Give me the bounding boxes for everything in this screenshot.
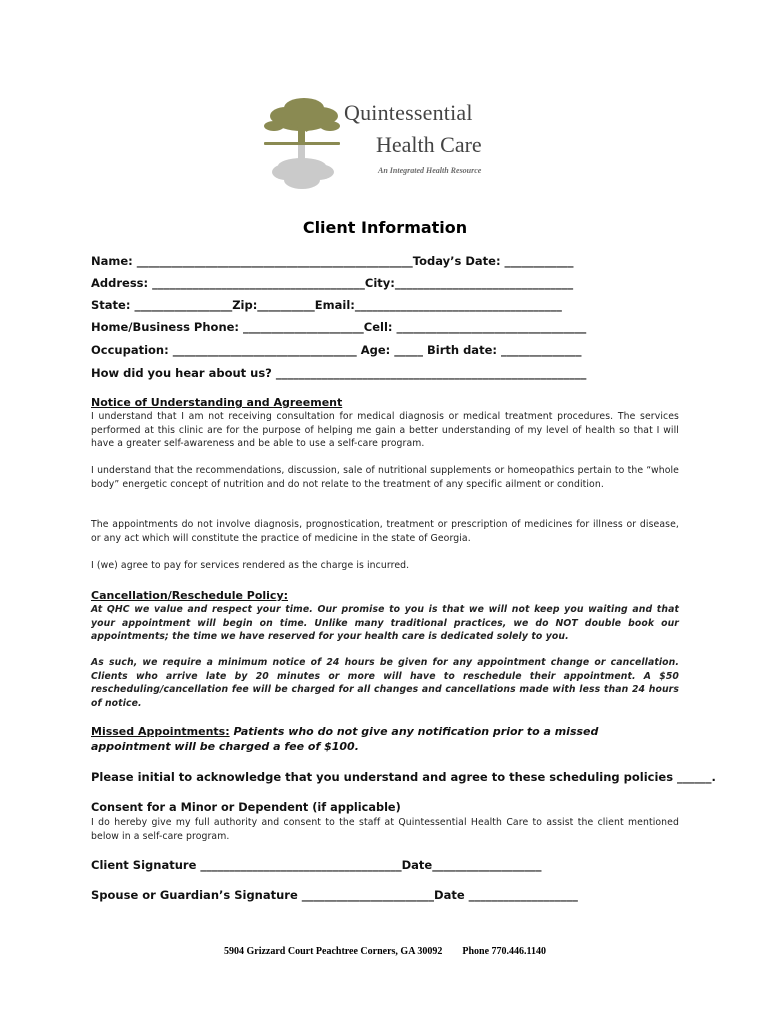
notice-paragraph-3: The appointments do not involve diagnosis, prognostication, treatment or prescription of medicines for illness or disease, or any act which will constitute the practice of medicine in the state of Georgia. [91,519,679,544]
consent-text: I do hereby give my full authority and consent to the staff at Quintessential Health Care to assist the client mentioned below in a self-care program. [91,817,679,842]
missed-appointments-label: Missed Appointments: [91,725,230,738]
footer [0,946,770,957]
missed-appointments-notice [91,724,681,754]
logo-line-1: Quintessential [344,100,473,125]
logo-tagline: An Integrated Health Resource [378,166,482,175]
missed-appointments-text: Patients who do not give any notification prior to a missed appointment will be charged a fee of $100. [91,725,599,753]
footer-address: 5904 Grizzard Court Peachtree Corners, GA 30092 [224,946,443,957]
notice-paragraph-4: I (we) agree to pay for services rendered as the charge is incurred. [91,560,410,571]
policy-initial-field[interactable]: Please initial to acknowledge that you understand and agree to these scheduling policies ______. [91,770,716,784]
address-city-field[interactable]: Address: _____________________________________City:_______________________________ [91,276,574,290]
name-date-field[interactable]: Name: ________________________________________________Today’s Date: ____________ [91,254,574,268]
cancellation-paragraph-1: At QHC we value and respect your time. Our promise to you is that we will not keep you waiting and that your appointment will begin on time. Unlike many traditional practices, we do NOT double book our appointments; the time we have reserved for your health care is dedicated solely to you. [91,604,679,642]
client-signature-field[interactable]: Client Signature ___________________________________Date___________________ [91,858,542,872]
logo-line-2: Health Care [376,132,482,157]
cancellation-paragraph-2: As such, we require a minimum notice of 24 hours be given for any appointment change or cancellation. Clients who arrive late by 20 minutes or more will have to reschedule their appointment. A $50 rescheduling/cancellation fee will be charged for all changes and cancellations made with less than 24 hours of notice. [91,657,679,709]
notice-paragraph-2: I understand that the recommendations, discussion, sale of nutritional supplements or homeopathics pertain to the “whole body” energetic concept of nutrition and do not relate to the treatment of any specific ailment or condition. [91,465,679,490]
footer-phone: Phone 770.446.1140 [462,946,546,957]
clinic-logo [262,90,522,196]
state-zip-email-field[interactable]: State: _________________Zip:__________Email:____________________________________ [91,298,562,312]
notice-paragraph-1: I understand that I am not receiving consultation for medical diagnosis or medical treatment procedures. The services performed at this clinic are for the purpose of helping me gain a better understanding of my level of health so that I will have a greater self-awareness and be able to use a self-care program. [91,411,679,449]
tree-logo-icon [262,90,342,196]
notice-heading: Notice of Understanding and Agreement [91,396,343,409]
referral-source-field[interactable]: How did you hear about us? ______________________________________________________ [91,366,587,380]
consent-heading: Consent for a Minor or Dependent (if applicable) [91,801,401,814]
occupation-age-birthdate-field[interactable]: Occupation: ________________________________ Age: _____ Birth date: ______________ [91,343,582,357]
guardian-signature-field[interactable]: Spouse or Guardian’s Signature _______________________Date ___________________ [91,888,578,902]
cancellation-heading: Cancellation/Reschedule Policy: [91,589,289,602]
page-title: Client Information [302,218,468,237]
phone-cell-field[interactable]: Home/Business Phone: _____________________Cell: _________________________________ [91,320,587,334]
